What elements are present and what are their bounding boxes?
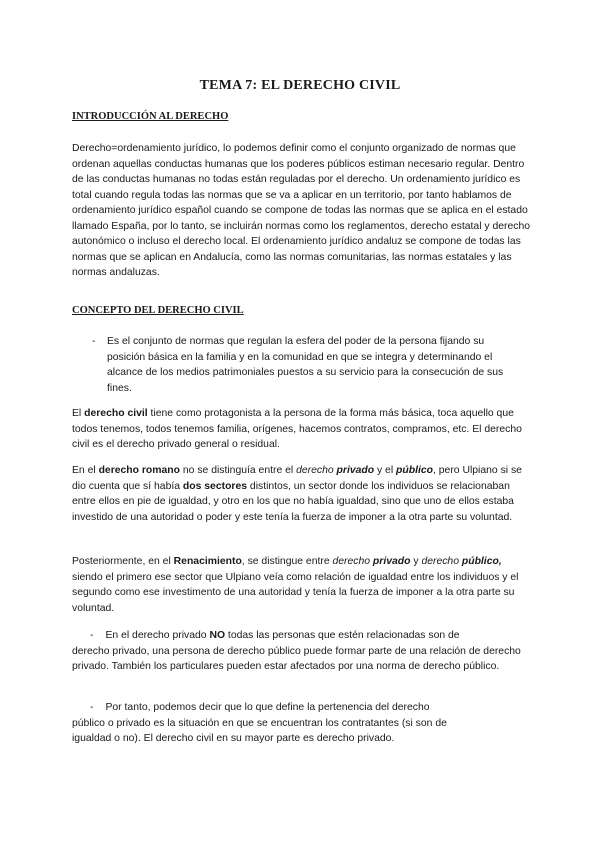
bullet-item-derecho-privado: - En el derecho privado NO todas las personas que estén relacionadas son de derecho privado, una persona de derecho público puede formar parte de una relación de derecho privado. También los particulares pueden estar afectados por una norma de derecho público. xyxy=(72,630,521,672)
document-title: TEMA 7: EL DERECHO CIVIL xyxy=(199,78,401,93)
paragraph-renacimiento: Posteriormente, en el Renacimiento, se distingue entre derecho privado y derecho público, siendo el primero ese sector que Ulpiano veía como relación de igualdad entre los individuos y el segundo como ese investimento de una autoridad y tenía la fuerza de imponer a la otra parte su voluntad. xyxy=(72,556,519,614)
bold-italic-term: privado xyxy=(336,465,375,476)
section-heading-concepto: CONCEPTO DEL DERECHO CIVIL xyxy=(72,305,244,316)
bullet-dash: - xyxy=(92,336,96,347)
section-heading-introduccion: INTRODUCCIÓN AL DERECHO xyxy=(72,111,229,122)
bullet-dash: - xyxy=(90,630,94,641)
bold-italic-term: privado xyxy=(372,556,411,567)
bold-term: derecho civil xyxy=(84,408,148,419)
bullet-item-definicion xyxy=(92,334,522,396)
bold-term: NO xyxy=(209,630,226,641)
bold-italic-term: público xyxy=(396,465,433,476)
bullet-text: derecho privado, una persona de derecho público puede formar parte de una relación de derecho privado. También los particulares pueden estar afectados por una norma de derecho público. xyxy=(72,645,521,672)
bold-italic-term: público, xyxy=(461,556,502,567)
bold-term: Renacimiento xyxy=(173,556,242,567)
bold-term: derecho romano xyxy=(98,465,180,476)
paragraph-introduccion: Derecho=ordenamiento jurídico, lo podemos definir como el conjunto organizado de normas que ordenan aquellas conductas humanas que los poderes públicos estiman necesario regular. Dentro de las conductas humanas no todas están reguladas por el derecho. Un ordenamiento jurídico es total cuando regula todas las normas que se va a aplicar en un territorio, por tanto hablamos de ordenamiento jurídico español cuando se compone de todas las normas que se aplica en el estado llamado España, por lo tanto, se incluirán normas como los reglamentos, derecho estatal y derecho autonómico o incluso el derecho local. El ordenamiento jurídico andaluz se compone de todas las normas que se aplican en Andalucía, como las normas comunitarias, las normas estatales y las normas andaluzas. xyxy=(72,143,531,278)
bullet-text: Es el conjunto de normas que regulan la esfera del poder de la persona fijando su posición básica en la familia y en la comunidad en que se integra y determinando el alcance de los medios patrimoniales puestos a su servicio para la consecución de sus fines. xyxy=(107,336,504,394)
paragraph-derecho-romano: En el derecho romano no se distinguía entre el derecho privado y el público, pero Ulpiano si se dio cuenta que sí había dos sectores distintos, un sector donde los individuos se relacionaban entre ellos en pie de igualdad, y otro en los que no había igualdad, sino que uno de ellos estaba investido de una autoridad o poder y este tenía la fuerza de imponer a la otra parte su voluntad. xyxy=(72,465,522,523)
bullet-item-pertenencia: - Por tanto, podemos decir que lo que define la pertenencia del derecho público o privado es la situación en que se encuentran los contratantes (si son de igualdad o no). El derecho civil en su mayor parte es derecho privado. xyxy=(72,702,447,744)
bullet-text: público o privado es la situación en que se encuentran los contratantes (si son de igualdad o no). El derecho civil en su mayor parte es derecho privado. xyxy=(72,717,447,744)
bullet-dash: - xyxy=(90,702,94,713)
paragraph-derecho-civil: El derecho civil tiene como protagonista a la persona de la forma más básica, toca aquello que todos tenemos, todos tenemos familia, orígenes, hacemos contratos, compramos, etc. El derecho civil es el derecho privado general o residual. xyxy=(72,408,522,450)
bold-term: dos sectores xyxy=(182,480,248,492)
